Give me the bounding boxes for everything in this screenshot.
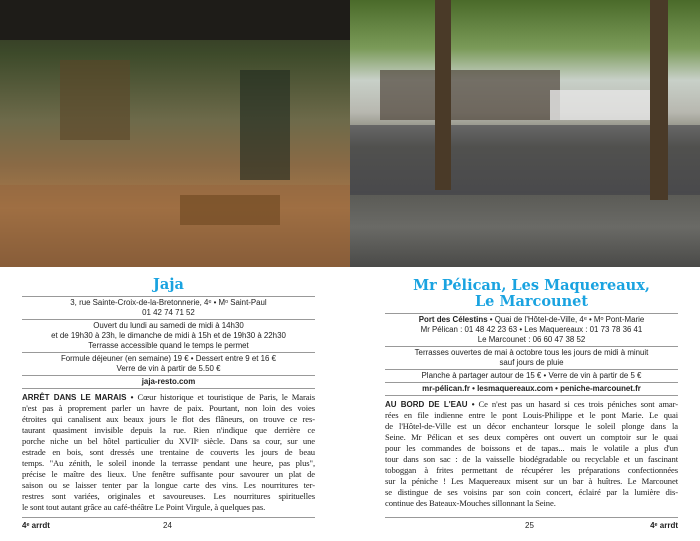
lead-heading: ARRÊT DANS LE MARAIS •: [22, 393, 134, 402]
hours-note: sauf jours de pluie: [499, 358, 564, 367]
right-page-column: [385, 278, 678, 509]
footer-section: 4ᵉ arrdt: [22, 521, 50, 530]
hours: Ouvert du lundi au samedi de midi à 14h30: [93, 321, 244, 330]
website-link[interactable]: jaja-resto.com: [141, 377, 196, 386]
divider: [385, 517, 678, 518]
text-line: [385, 399, 678, 410]
text-line: sur la péniche ! Les Maquereaux misent sur un bar à huîtres. Le Marcounet: [385, 476, 678, 486]
left-page-column: [22, 277, 315, 513]
text-line: temps. "Au zénith, le soleil inonde la terrasse pendant une heure, pas plus",: [22, 458, 315, 468]
riverside-terrace-photo: [350, 0, 700, 267]
title-line: Le Marcounet: [474, 293, 589, 310]
hours: Terrasses ouvertes de mai à octobre tous les jours de midi à minuit: [414, 348, 649, 357]
venue-title: [385, 278, 678, 310]
text: Cœur historique et touristique de Paris, le Marais: [133, 392, 315, 402]
text-line: toboggan à frites permettant de récupérer les préparations confectionnées: [385, 465, 678, 475]
page-number: 25: [525, 521, 534, 530]
prices: Planche à partager autour de 15 € • Verre de vin à partir de 5 €: [421, 371, 642, 380]
text-line: restres sont variées, originales et savoureuses. Les nourritures spirituelles: [22, 491, 315, 501]
text-line: continue des Bateaux-Mouches sillonnant la Seine.: [385, 498, 556, 508]
text-line: précise le maître des lieux. Une fenêtre suffisante pour savourer un plat de: [22, 469, 315, 479]
terrace-courtyard-photo: [0, 0, 350, 267]
prices: Verre de vin à partir de 5.50 €: [116, 364, 221, 373]
text-line: estrade en bois, sont dressés une trentaine de couverts les jours de beau: [22, 447, 315, 457]
text-line: le sont tout autant grâce au café-théâtre Le Point Virgule, à quelques pas.: [22, 502, 266, 512]
text-line: rées en file indienne entre le pont Louis-Philippe et le pont Marie. Le quai: [385, 410, 678, 420]
footer-section: 4ᵉ arrdt: [650, 521, 678, 530]
website-links[interactable]: mr-pélican.fr • lesmaquereaux.com • peniche-marcounet.fr: [422, 384, 641, 393]
address: • Quai de l'Hôtel-de-Ville, 4ᵉ • Mᵒ Pont-Marie: [487, 315, 645, 324]
prices: Formule déjeuner (en semaine) 19 € • Dessert entre 9 et 16 €: [60, 354, 277, 363]
text-line: Seine. Mr Pélican et ses deux compères ont ouvert un comptoir sur le quai: [385, 432, 678, 442]
phones: Mr Pélican : 01 48 42 23 63 • Les Maquereaux : 01 73 78 36 41: [420, 325, 643, 334]
text-line: se distingue de ses voisins par son coin concert, éclairé par la lumière dis-: [385, 487, 678, 497]
text-line: porche niche un bel hôtel particulier du XVIIᵉ siècle. Dans sa cour, sur une: [22, 436, 315, 446]
text-line: saison ou se laisser tenter par la longue carte des vins. Les nourritures ter-: [22, 480, 315, 490]
venue-info: [385, 313, 678, 396]
text-line: pour les commandes de boissons et de tapas... mais le volatile a plus d'un: [385, 443, 678, 453]
text-line: taurant quasiment invisible depuis la rue. Rien n'indique que derrière ce: [22, 425, 315, 435]
location: Port des Célestins: [418, 315, 488, 324]
review-text: [385, 399, 678, 509]
phone: 01 42 74 71 52: [142, 308, 195, 317]
text-line: n'est pas à proprement parler un havre de paix. Pourtant, non loin des voies: [22, 403, 315, 413]
divider: [22, 517, 315, 518]
text-line: tour dans son sac : de la vaisselle biodégradable ou recyclable et un fascinant: [385, 454, 678, 464]
page-number: 24: [163, 521, 172, 530]
hours-note: Terrasse accessible quand le temps le permet: [88, 341, 249, 350]
title-line: Mr Pélican, Les Maquereaux,: [413, 277, 650, 294]
text-line: étroites qui canalisent aux beaux jours le flot des flâneurs, on trouve ce res-: [22, 414, 315, 424]
hours: et de 19h30 à 23h, le dimanche de midi à 15h et de 19h30 à 22h30: [51, 331, 286, 340]
venue-info: [22, 296, 315, 389]
address: 3, rue Sainte-Croix-de-la-Bretonnerie, 4ᵉ • Mᵒ Saint-Paul: [70, 298, 267, 307]
review-text: [22, 392, 315, 513]
text-line: de l'Hôtel-de-Ville est un décor enchanteur lorsque le soleil plonge dans la: [385, 421, 678, 431]
phone: Le Marcounet : 06 60 47 38 52: [477, 335, 586, 344]
venue-title: Jaja: [153, 276, 184, 293]
text-line: [22, 392, 315, 403]
lead-heading: AU BORD DE L'EAU •: [385, 400, 475, 409]
text: Ce n'est pas un hasard si ces trois péniches sont amar-: [474, 399, 678, 409]
